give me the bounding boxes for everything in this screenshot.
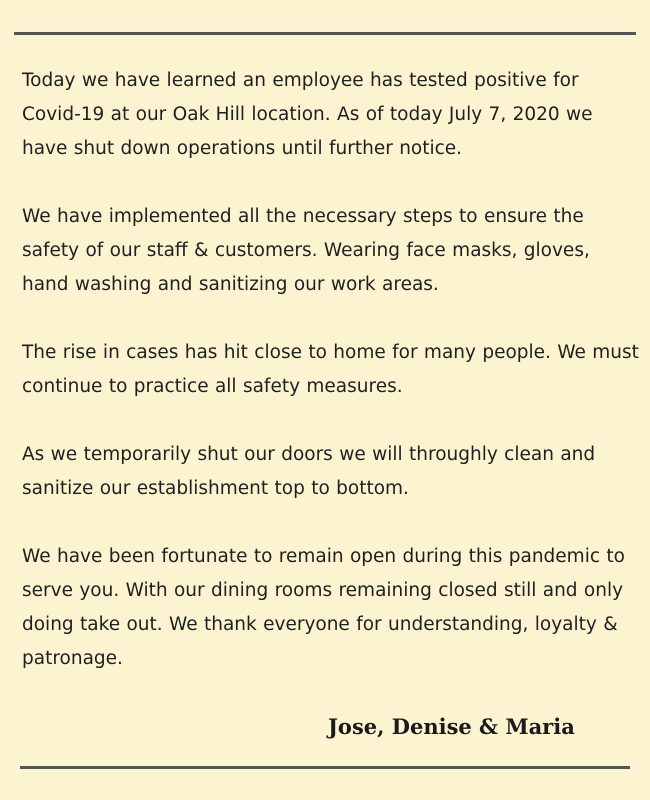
notice-body — [22, 64, 640, 710]
paragraph-safety-steps: We have implemented all the necessary steps to ensure the safety of our staff & customers. Wearing face masks, gloves, hand washing and sanitizing our work areas. — [22, 206, 590, 295]
paragraph-rise-in-cases: The rise in cases has hit close to home for many people. We must continue to practice all safety measures. — [22, 342, 639, 397]
top-divider — [14, 32, 636, 35]
signature: Jose, Denise & Maria — [328, 714, 575, 739]
paragraph-closure-announcement: Today we have learned an employee has tested positive for Covid-19 at our Oak Hill location. As of today July 7, 2020 we have shut down operations until further notice. — [22, 70, 593, 159]
paragraph-cleaning: As we temporarily shut our doors we will throughly clean and sanitize our establishment top to bottom. — [22, 444, 596, 499]
bottom-divider — [20, 766, 630, 769]
paragraph-thank-you: We have been fortunate to remain open during this pandemic to serve you. With our dining rooms remaining closed still and only doing take out. We thank everyone for understanding, loyalty & patronage. — [22, 546, 625, 669]
